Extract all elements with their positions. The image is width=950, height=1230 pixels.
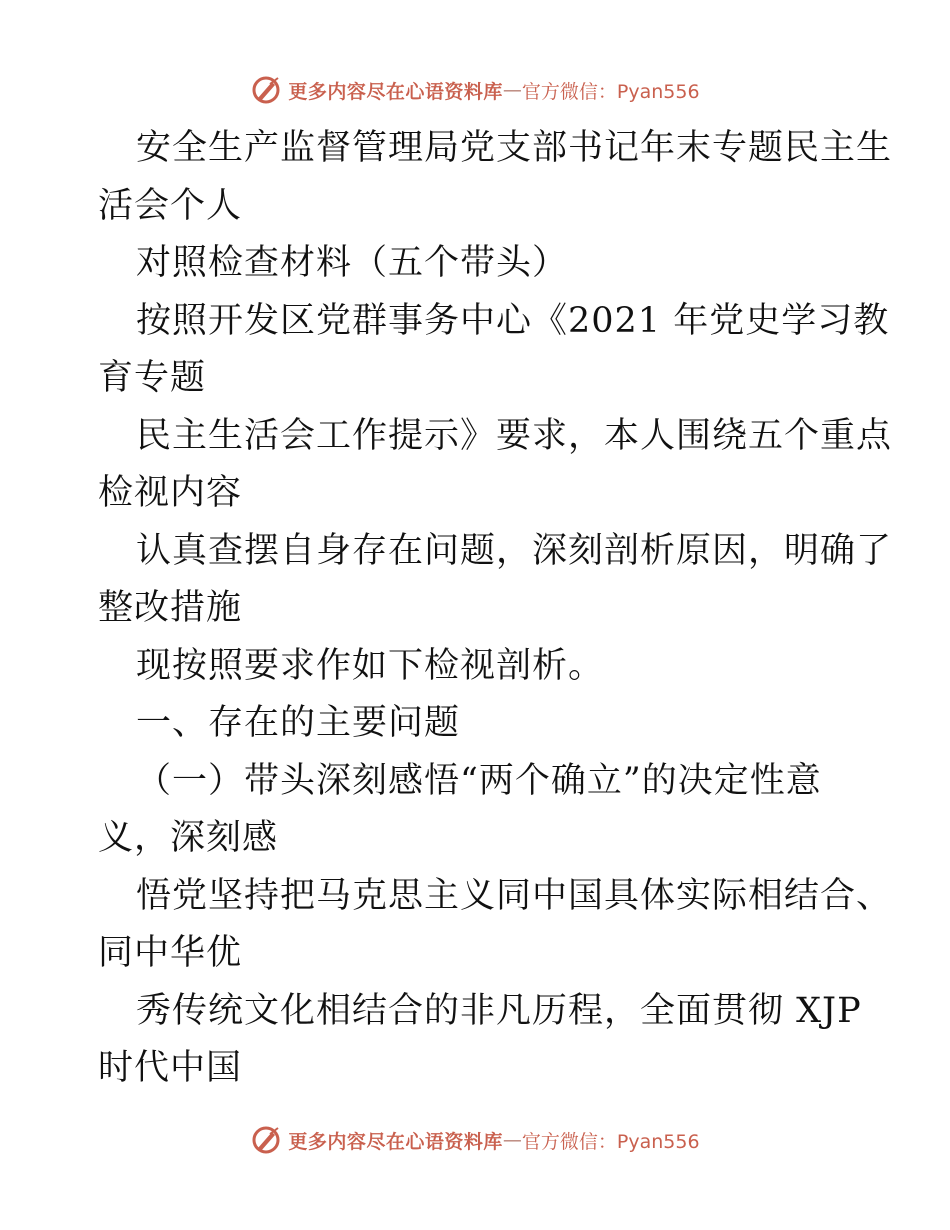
watermark-brand: 更多内容尽在心语资料库	[288, 80, 503, 103]
document-body	[98, 120, 893, 1098]
watermark-brand: 更多内容尽在心语资料库	[288, 1130, 503, 1153]
text-line: 认真查摆自身存在问题，深刻剖析原因，明确了	[136, 530, 893, 571]
text-line: 义，深刻感	[98, 818, 279, 858]
text-line: 育专题	[98, 358, 207, 398]
watermark-separator: —	[502, 1129, 522, 1151]
watermark-separator: —	[502, 79, 522, 101]
watermark-footer	[0, 1120, 950, 1160]
text-line: （一）带头深刻感悟“两个确立”的决定性意	[136, 760, 822, 801]
text-line: 民主生活会工作提示》要求，本人围绕五个重点	[136, 415, 893, 456]
text-line: 安全生产监督管理局党支部书记年末专题民主生	[136, 128, 893, 168]
watermark-wechat: 官方微信：Pyan556	[521, 80, 700, 103]
watermark-header	[0, 70, 950, 110]
text-line: 秀传统文化相结合的非凡历程，全面贯彻 XJP	[136, 990, 862, 1031]
text-line: 悟党坚持把马克思主义同中国具体实际相结合、	[136, 875, 893, 916]
text-line: 现按照要求作如下检视剖析。	[136, 645, 605, 686]
feather-pen-logo-icon	[250, 1124, 282, 1156]
text-line: 活会个人	[98, 185, 243, 226]
text-line: 同中华优	[98, 933, 243, 973]
text-line: 时代中国	[98, 1048, 243, 1088]
text-line: 整改措施	[98, 588, 243, 628]
watermark-wechat: 官方微信：Pyan556	[521, 1130, 700, 1153]
text-line: 按照开发区党群事务中心《2021 年党史学习教	[136, 300, 890, 341]
feather-pen-logo-icon	[250, 74, 282, 106]
text-line: 一、存在的主要问题	[136, 703, 461, 743]
text-line: 对照检查材料（五个带头）	[136, 243, 569, 283]
text-line: 检视内容	[98, 473, 243, 513]
